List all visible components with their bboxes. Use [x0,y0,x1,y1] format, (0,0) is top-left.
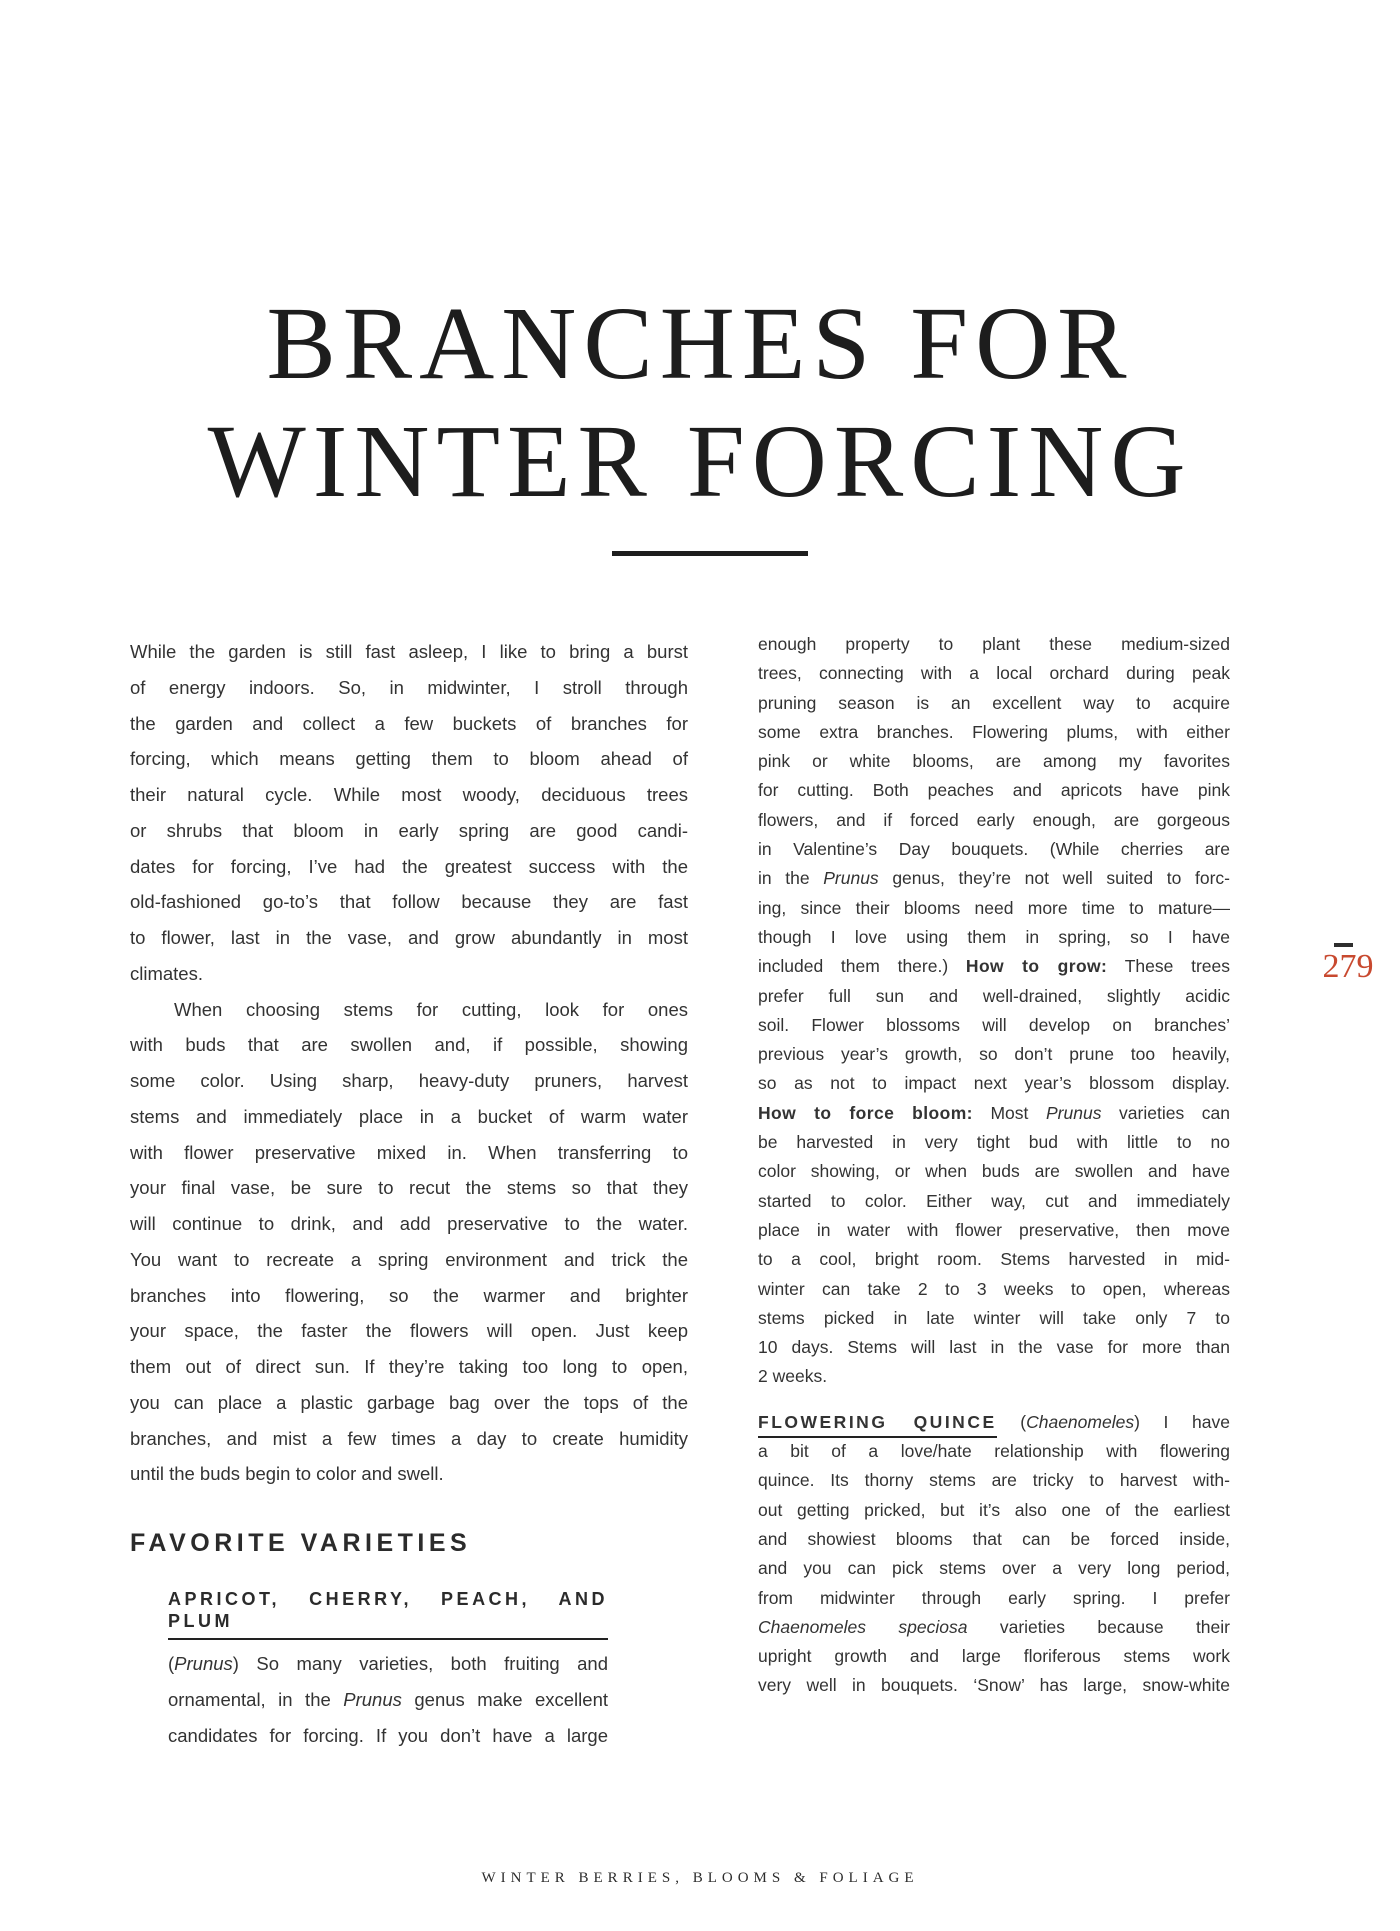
text-line: out getting pricked, but it’s also one of the earliest [758,1499,1230,1520]
text-line: pruning season is an excellent way to acquire [758,692,1230,713]
text-line: place in water with flower preservative, then move [758,1219,1230,1240]
text-line: How to force bloom: Most Prunus varieties can [758,1102,1230,1123]
running-footer-book-section: WINTER BERRIES, BLOOMS & FOLIAGE [481,1870,919,1886]
page-number: 279 [1322,948,1374,985]
text-line: a bit of a love/hate relationship with flowering [758,1441,1230,1462]
text-line: from midwinter through early spring. I prefer [758,1587,1230,1608]
text-line: branches, and mist a few times a day to create humidity [130,1427,688,1449]
text-line: dates for forcing, I’ve had the greatest success with the [130,855,688,877]
text-line: FLOWERING QUINCE (Chaenomeles) I have [758,1408,1230,1437]
right-text-column [758,630,1230,1701]
text-line: stems picked in late winter will take only 7 to [758,1307,1230,1328]
text-line: color showing, or when buds are swollen and have [758,1161,1230,1182]
text-line: flowers, and if forced early enough, are gorgeous [758,809,1230,830]
prunus-continuation-paragraph [758,630,1230,1392]
text-line: stems and immediately place in a bucket of warm water [130,1105,688,1127]
left-text-column [130,634,688,1753]
text-line: some color. Using sharp, heavy-duty pruners, harvest [130,1070,688,1091]
text-line: some extra branches. Flowering plums, with either [758,721,1230,742]
text-line: 2 weeks. [758,1366,828,1387]
text-line: the garden and collect a few buckets of branches for [130,712,688,734]
text-line: candidates for forcing. If you don’t have a large [168,1724,608,1746]
text-line: Chaenomeles speciosa varieties because their [758,1616,1230,1637]
text-line: winter can take 2 to 3 weeks to open, whereas [758,1278,1230,1299]
text-line: old-fashioned go-to’s that follow because they are fast [130,891,688,913]
page-title [0,285,1400,521]
text-line: your space, the faster the flowers will open. Just keep [130,1320,688,1342]
text-line: climates. [130,962,203,984]
text-line: pink or white blooms, are among my favorites [758,751,1230,772]
text-line: forcing, which means getting them to bloom ahead of [130,748,688,770]
text-line: You want to recreate a spring environment and trick the [130,1248,688,1270]
text-line: quince. Its thorny stems are tricky to harvest with- [758,1470,1230,1491]
text-line: ornamental, in the Prunus genus make excellent [168,1688,608,1710]
text-line: While the garden is still fast asleep, I like to bring a burst [130,641,688,662]
text-line: to a cool, bright room. Stems harvested in mid- [758,1249,1230,1270]
text-line: trees, connecting with a local orchard during peak [758,663,1230,684]
page-title-line-2: WINTER FORCING [207,404,1193,519]
variety-entry-apricot-cherry-peach-plum [168,1588,608,1753]
text-line: in the Prunus genus, they’re not well suited to forc- [758,868,1230,889]
intro-paragraph-1 [130,634,688,992]
text-line: their natural cycle. While most woody, deciduous trees [130,784,688,805]
text-line: or shrubs that bloom in early spring are good candi- [130,819,688,841]
text-line: will continue to drink, and add preservative to the water. [130,1213,688,1234]
section-heading-favorite-varieties: FAVORITE VARIETIES [130,1529,472,1557]
text-line: and showiest blooms that can be forced inside, [758,1528,1230,1549]
text-line: soil. Flower blossoms will develop on branches’ [758,1014,1230,1035]
text-line: previous year’s growth, so don’t prune too heavily, [758,1044,1230,1065]
text-line: until the buds begin to color and swell. [130,1463,444,1485]
text-line: you can place a plastic garbage bag over the tops of the [130,1391,688,1413]
text-line: prefer full sun and well-drained, slightly acidic [758,985,1230,1006]
text-line: included them there.) How to grow: These trees [758,956,1230,977]
text-line: branches into flowering, so the warmer and brighter [130,1284,688,1306]
text-line: your final vase, be sure to recut the stems so that they [130,1177,688,1199]
text-line: and you can pick stems over a very long period, [758,1558,1230,1579]
text-line: in Valentine’s Day bouquets. (While cherries are [758,839,1230,860]
text-line: with flower preservative mixed in. When transferring to [130,1141,688,1163]
text-line: very well in bouquets. ‘Snow’ has large, snow-white [758,1675,1230,1696]
text-line: them out of direct sun. If they’re taking too long to open, [130,1356,688,1377]
text-line: for cutting. Both peaches and apricots have pink [758,780,1230,801]
intro-paragraph-2 [130,992,688,1493]
text-line: so as not to impact next year’s blossom display. [758,1073,1230,1094]
text-line: (Prunus) So many varieties, both fruiting and [168,1653,608,1674]
variety-entry-body [168,1646,608,1753]
title-divider-rule [612,551,808,556]
text-line: started to color. Either way, cut and immediately [758,1190,1230,1211]
text-line: ing, since their blooms need more time to mature— [758,897,1230,918]
text-line: When choosing stems for cutting, look for ones [174,998,688,1020]
text-line: to flower, last in the vase, and grow abundantly in most [130,927,688,948]
page-title-line-1: BRANCHES FOR [266,286,1134,401]
text-line: 10 days. Stems will last in the vase for more than [758,1337,1230,1358]
variety-entry-flowering-quince [758,1408,1230,1701]
variety-entry-heading: APRICOT, CHERRY, PEACH, AND PLUM [168,1588,608,1640]
text-line: though I love using them in spring, so I have [758,926,1230,947]
text-line: with buds that are swollen and, if possible, showing [130,1034,688,1056]
text-line: be harvested in very tight bud with little to no [758,1132,1230,1153]
text-line: of energy indoors. So, in midwinter, I stroll through [130,676,688,698]
page-number-dash [1334,943,1353,947]
text-line: upright growth and large floriferous stems work [758,1646,1230,1667]
text-line: enough property to plant these medium-sized [758,634,1230,654]
